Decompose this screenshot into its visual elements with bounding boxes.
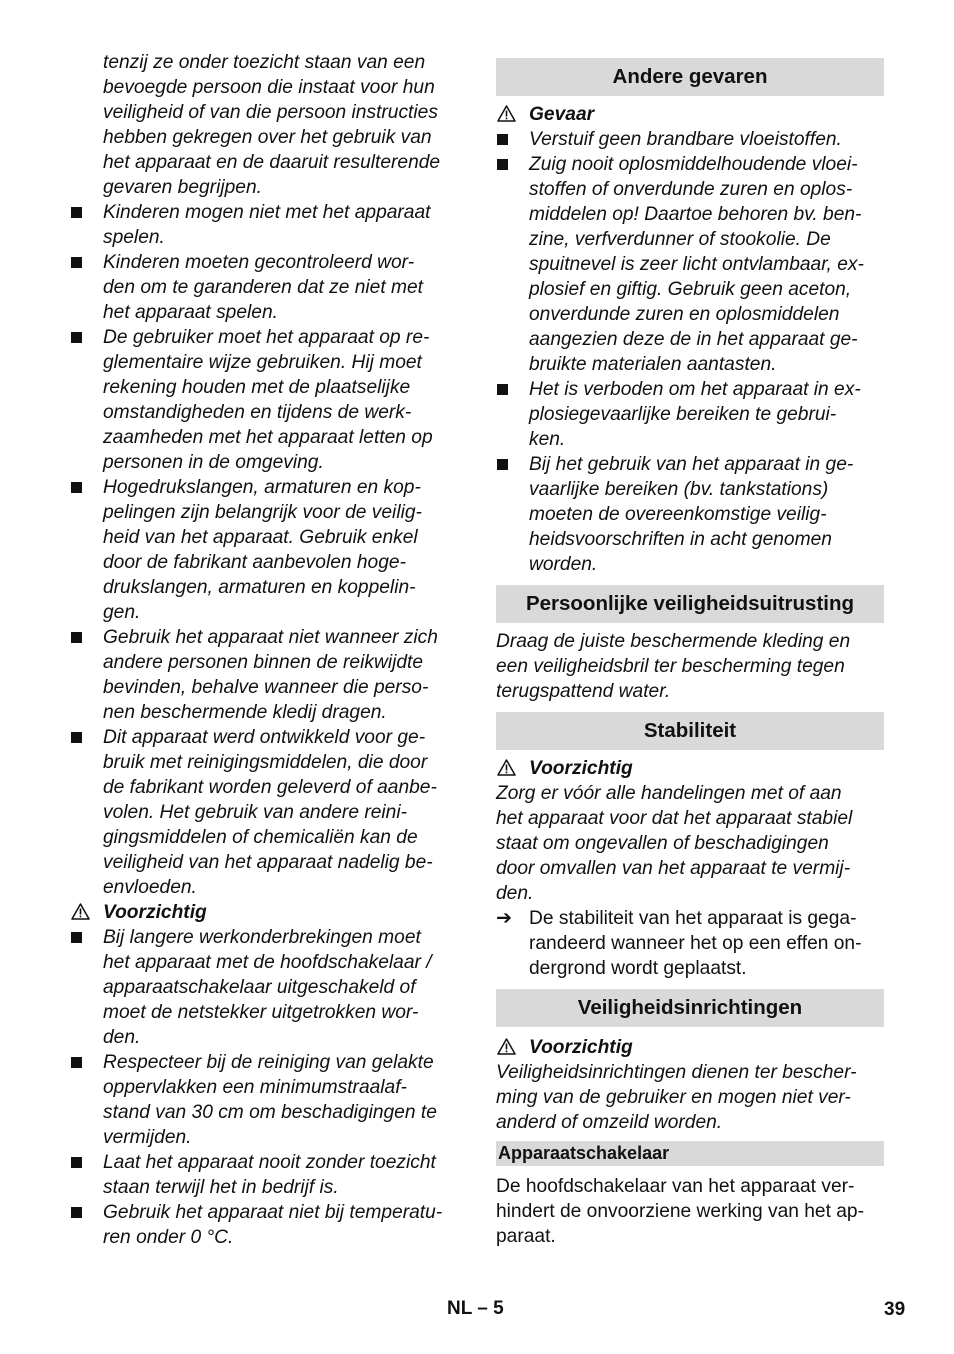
- text-line: stoffen of onverdunde zuren en oplos-: [529, 179, 853, 200]
- text-line: spuitnevel is zeer licht ontvlambaar, ex-: [529, 254, 864, 275]
- inrichtingen-paragraph: [496, 1060, 884, 1135]
- text-line: hindert de onvoorziene werking van het ap-: [496, 1201, 864, 1222]
- text-line: bevoegde persoon die instaat voor hun: [103, 77, 435, 98]
- section-heading-veiligheidsinrichtingen: Veiligheidsinrichtingen: [496, 989, 884, 1027]
- text-line: vermijden.: [103, 1127, 192, 1148]
- text-line: tenzij ze onder toezicht staan van een: [103, 52, 426, 73]
- bullet-item: [70, 1150, 465, 1200]
- text-line: Dit apparaat werd ontwikkeld voor ge-: [103, 727, 426, 748]
- text-line: staat om ongevallen of beschadigingen: [496, 833, 829, 854]
- text-line: glementaire wijze gebruiken. Hij moet: [103, 352, 422, 373]
- warning-triangle-icon: [497, 1038, 516, 1055]
- section-heading-andere-gevaren: Andere gevaren: [496, 58, 884, 96]
- text-line: pelingen zijn belangrijk voor de veilig-: [103, 502, 422, 523]
- footer-section-label: [447, 1298, 504, 1320]
- text-line: terugspattend water.: [496, 681, 671, 702]
- text-line: andere personen binnen de reikwijdte: [103, 652, 424, 673]
- page-number: 39: [884, 1299, 906, 1320]
- text-line: Veiligheidsinrichtingen dienen ter bescher-: [496, 1062, 857, 1083]
- text-line: bruik met reinigingsmiddelen, die door: [103, 752, 428, 773]
- stabiliteit-paragraph: [496, 781, 884, 906]
- bullet-item: [70, 325, 465, 475]
- warning-voorzichtig: [70, 900, 465, 925]
- text-line: den.: [496, 883, 534, 904]
- text-line: Laat het apparaat nooit zonder toezicht: [103, 1152, 436, 1173]
- bullet-item: [70, 200, 465, 250]
- text-line: het apparaat spelen.: [103, 302, 278, 323]
- text-line: heidsvoorschriften in acht genomen: [529, 529, 832, 550]
- text-line: plosief en giftig. Gebruik geen aceton,: [529, 279, 852, 300]
- text-line: stand van 30 cm om beschadigingen te: [103, 1102, 437, 1123]
- text-line: staan terwijl het in bedrijf is.: [103, 1177, 339, 1198]
- bullet-item: [70, 925, 465, 1050]
- bullet-list-andere: [496, 127, 884, 577]
- text-line: moeten de overeenkomstige veilig-: [529, 504, 827, 525]
- text-line: Zuig nooit oplosmiddelhoudende vloei-: [529, 154, 858, 175]
- text-line: veiligheid of van die persoon instructies: [103, 102, 438, 123]
- text-line: De gebruiker moet het apparaat op re-: [103, 327, 430, 348]
- bullet-item: [496, 152, 884, 377]
- text-line: dergrond wordt geplaatst.: [529, 958, 747, 979]
- text-line: Draag de juiste beschermende kleding en: [496, 631, 851, 652]
- text-line: nen beschermende kledij dragen.: [103, 702, 387, 723]
- text-line: plosiegevaarlijke bereiken te gebrui-: [529, 404, 837, 425]
- text-line: de fabrikant worden geleverd of aanbe-: [103, 777, 437, 798]
- text-line: paraat.: [496, 1226, 556, 1247]
- footer-lang: NL: [447, 1298, 472, 1319]
- text-line: ming van de gebruiker en mogen niet ver-: [496, 1087, 851, 1108]
- warning-voorzichtig-stabiliteit: [496, 756, 884, 781]
- bullet-item: [496, 377, 884, 452]
- text-line: personen in de omgeving.: [103, 452, 324, 473]
- text-line: door de fabrikant aanbevolen hoge-: [103, 552, 406, 573]
- text-line: den.: [103, 1027, 141, 1048]
- warning-gevaar: [496, 102, 884, 127]
- text-line: ren onder 0 °C.: [103, 1227, 234, 1248]
- bullet-list-1: [70, 200, 465, 900]
- apparaatschakelaar-paragraph: [496, 1174, 884, 1249]
- text-line: drukslangen, armaturen en koppelin-: [103, 577, 416, 598]
- footer-separator: –: [477, 1298, 488, 1319]
- bullet-item: [70, 1200, 465, 1250]
- warning-label: Voorzichtig: [529, 758, 633, 779]
- text-line: Gebruik het apparaat niet wanneer zich: [103, 627, 438, 648]
- right-column: [496, 58, 884, 1249]
- text-line: het apparaat met de hoofdschakelaar /: [103, 952, 432, 973]
- bullet-item: [70, 475, 465, 625]
- text-line: ken.: [529, 429, 566, 450]
- footer-section-page: 5: [493, 1298, 504, 1319]
- text-line: Kinderen mogen niet met het apparaat: [103, 202, 431, 223]
- text-line: door omvallen van het apparaat te vermij-: [496, 858, 851, 879]
- text-line: Bij het gebruik van het apparaat in ge-: [529, 454, 854, 475]
- warning-label: Gevaar: [529, 104, 595, 125]
- intro-paragraph: [70, 50, 465, 200]
- text-line: veiligheid van het apparaat nadelig be-: [103, 852, 433, 873]
- bullet-item: [496, 452, 884, 577]
- text-line: gevaren begrijpen.: [103, 177, 262, 198]
- text-line: onverdunde zuren en oplosmiddelen: [529, 304, 840, 325]
- text-line: hebben gekregen over het gebruik van: [103, 127, 432, 148]
- text-line: Respecteer bij de reiniging van gelakte: [103, 1052, 434, 1073]
- left-column: [70, 50, 465, 1250]
- text-line: Zorg er vóór alle handelingen met of aan: [496, 783, 842, 804]
- warning-triangle-icon: [71, 903, 90, 920]
- text-line: Bij langere werkonderbrekingen moet: [103, 927, 421, 948]
- text-line: oppervlakken een minimumstraalaf-: [103, 1077, 407, 1098]
- text-line: omstandigheden en tijdens de werk-: [103, 402, 412, 423]
- text-line: zaamheden met het apparaat letten op: [103, 427, 433, 448]
- section-heading-persoonlijke: Persoonlijke veiligheidsuitrusting: [496, 585, 884, 623]
- text-line: heid van het apparaat. Gebruik enkel: [103, 527, 418, 548]
- subheading-apparaatschakelaar: Apparaatschakelaar: [496, 1141, 884, 1166]
- bullet-item: [70, 625, 465, 725]
- text-line: aangezien deze de in het apparaat ge-: [529, 329, 858, 350]
- text-line: worden.: [529, 554, 598, 575]
- section-heading-stabiliteit: Stabiliteit: [496, 712, 884, 750]
- text-line: apparaatschakelaar uitgeschakeld of: [103, 977, 416, 998]
- text-line: De hoofdschakelaar van het apparaat ver-: [496, 1176, 855, 1197]
- text-line: rekening houden met de plaatselijke: [103, 377, 411, 398]
- bullet-item: [70, 725, 465, 900]
- text-line: bevinden, behalve wanneer die perso-: [103, 677, 429, 698]
- text-line: het apparaat voor dat het apparaat stabiel: [496, 808, 853, 829]
- text-line: Hogedrukslangen, armaturen en kop-: [103, 477, 421, 498]
- text-line: volen. Het gebruik van andere reini-: [103, 802, 407, 823]
- text-line: Gebruik het apparaat niet bij temperatu-: [103, 1202, 443, 1223]
- text-line: het apparaat en de daaruit resulterende: [103, 152, 441, 173]
- arrow-text: [529, 906, 884, 981]
- text-line: zine, verfverdunner of stookolie. De: [529, 229, 831, 250]
- text-line: spelen.: [103, 227, 165, 248]
- text-line: bruikte materialen aantasten.: [529, 354, 777, 375]
- text-line: vaarlijke bereiken (bv. tankstations): [529, 479, 829, 500]
- warning-triangle-icon: [497, 759, 516, 776]
- text-line: den om te garanderen dat ze niet met: [103, 277, 423, 298]
- bullet-list-2: [70, 925, 465, 1250]
- stabiliteit-arrow-item: [496, 906, 884, 981]
- text-line: moet de netstekker uitgetrokken wor-: [103, 1002, 419, 1023]
- text-line: anderd of omzeild worden.: [496, 1112, 723, 1133]
- text-line: Verstuif geen brandbare vloeistoffen.: [529, 129, 842, 150]
- warning-voorzichtig-inrichtingen: [496, 1035, 884, 1060]
- bullet-item: [496, 127, 884, 152]
- bullet-item: [70, 250, 465, 325]
- text-line: Kinderen moeten gecontroleerd wor-: [103, 252, 415, 273]
- text-line: envloeden.: [103, 877, 197, 898]
- warning-triangle-icon: [497, 105, 516, 122]
- arrow-right-icon: ➔: [496, 908, 513, 929]
- text-line: Het is verboden om het apparaat in ex-: [529, 379, 861, 400]
- text-line: gen.: [103, 602, 141, 623]
- text-line: middelen op! Daartoe behoren bv. ben-: [529, 204, 862, 225]
- warning-label: Voorzichtig: [529, 1037, 633, 1058]
- text-line: De stabiliteit van het apparaat is gega-: [529, 908, 857, 929]
- psu-paragraph: [496, 629, 884, 704]
- warning-label: Voorzichtig: [103, 902, 207, 923]
- text-line: gingsmiddelen of chemicaliën kan de: [103, 827, 418, 848]
- text-line: een veiligheidsbril ter bescherming tegen: [496, 656, 845, 677]
- text-line: randeerd wanneer het op een effen on-: [529, 933, 862, 954]
- bullet-item: [70, 1050, 465, 1150]
